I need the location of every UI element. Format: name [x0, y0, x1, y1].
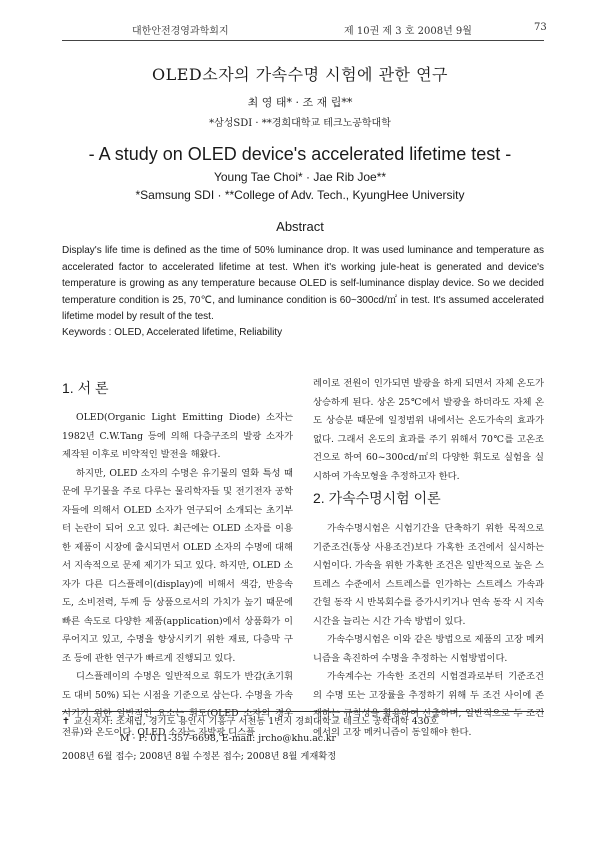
korean-title: OLED소자의 가속수명 시험에 관한 연구 — [152, 65, 448, 84]
korean-authors: 최 영 태* · 조 재 립** — [247, 96, 353, 109]
english-title: - A study on OLED device's accelerated lifetime test - — [88, 144, 512, 164]
right-column-section-2 — [313, 520, 544, 742]
footnote-contact: M · P: 011-357-6698, E-mail: jrcho@khu.ac.kr — [120, 733, 336, 744]
issue-info: 제 10권 제 3 호 2008년 9월 — [344, 26, 472, 37]
abstract-heading: Abstract — [276, 219, 324, 234]
footnote-address: 교신저자: 조재립, 경기도 용인시 기흥구 서천동 1번지 경희대학교 테크노 공학대학 430호 — [73, 716, 439, 727]
section-1-heading: 1. 서 론 — [62, 380, 109, 396]
korean-affiliation: *삼성SDI · **경희대학교 테크노공학대학 — [209, 118, 391, 129]
paragraph: OLED(Organic Light Emitting Diode) 소자는 1982년 C.W.Tang 등에 의해 다층구조의 발광 소자가 제작된 이후로 비약적인 발전을 해왔다. — [62, 412, 293, 460]
journal-name: 대한안전경영과학회지 — [132, 26, 229, 37]
page-number: 73 — [534, 22, 547, 33]
section-2-heading: 2. 가속수명시험 이론 — [313, 490, 441, 506]
left-column — [62, 409, 293, 742]
paragraph-continuation: 레이로 전원이 인가되면 발광을 하게 되면서 자체 온도가 상승하게 된다. 상온 25℃에서 발광을 하더라도 자체 온도 상승분 때문에 일정범위 내에서는 온도가속의 효과가 없다. 그래서 온도의 효과를 주기 위해서 70℃를 고온조건으로 하여 60~300cd/㎡의 다양한 휘도로 실험을 실시하여 가속모형을 추정하고자 한다. — [313, 378, 544, 482]
footnote-corresponding-author — [62, 713, 544, 730]
paragraph: 하지만, OLED 소자의 수명은 유기물의 열화 특성 때문에 무기물을 주로 다루는 물리학자들 및 전기전자 공학자들에 의해서 OLED 소자가 연구되어 소개되는 초기부터 논란이 되어 오고 있다. 최근에는 OLED 소자를 이용한 제품이 시장에 출시되면서 OLED 소자의 수명에 대해서 지속적으로 문제 제기가 되고 있다. 하지만, OLED 소자가 다른 디스플레이(display)에 비해서 색감, 반응속도, 소비전력, 두께 등 상품으로서의 가치가 높기 때문에 빠른 속도로 다양한 제품(application)에서 상품화가 이루어지고 있고, 수명을 향상시키기 위한 재료, 다층막 구조 등에 관한 연구가 빠르게 진행되고 있다. — [62, 467, 293, 664]
paragraph: 가속계수는 가속한 조건의 시험결과로부터 기준조건의 수명 또는 고장률을 추정하기 위해 두 조건 사이에 존재하는 규칙성을 활용하여 산출하며, 일반적으로 두 조건에서의 고장 메커니즘이 동일해야 한다. — [313, 671, 544, 738]
dagger-mark: ✝ — [62, 716, 70, 727]
keywords: Keywords : OLED, Accelerated lifetime, Reliability — [62, 327, 283, 338]
paragraph: 가속수명시험은 이와 같은 방법으로 제품의 고장 메커니즘을 촉진하여 수명을 추정하는 시험방법이다. — [313, 634, 544, 664]
paragraph: 디스플레이의 수명은 일반적으로 휘도가 반감(초기휘도 대비 50%) 되는 시점을 기준으로 삼는다. 수명을 가속시키기 위한 일반적인 요소는 휘도(OLED 소자의 경우 전류)와 온도이다. OLED 소자는 자발광 디스플 — [62, 671, 293, 738]
header-rule — [62, 40, 544, 41]
footnote-rule — [62, 711, 544, 712]
right-column — [313, 375, 544, 486]
english-authors: Young Tae Choi* · Jae Rib Joe** — [213, 170, 387, 184]
english-affiliation: *Samsung SDI · **College of Adv. Tech., KyungHee University — [135, 188, 465, 202]
abstract-body: Display's life time is defined as the time of 50% luminance drop. It was used luminance and temperature as accelerated factor to accelerated lifetime at test. When it's working jule-heat is generated and device's temperature is growing as any temperature because OLED is self-luminance display device. So we decided temperature condition is 25, 70℃, and luminance condition is 60~300cd/㎡ in test. It's assumed accelerated lifetime model by result of the test. — [62, 245, 544, 323]
paragraph: 가속수명시험은 시험기간을 단축하기 위한 목적으로 기준조건(통상 사용조건)보다 가혹한 조건에서 실시하는 시험이다. 가속을 위한 가혹한 조건은 일반적으로 높은 스트레스 수준에서 스트레스를 인가하는 스트레스 가속과 간헐 동작 시 반복회수를 증가시키거나 연속 동작 시 지속시간을 늘리는 시간 가속 방법이 있다. — [313, 523, 544, 627]
footnote-dates: 2008년 6월 접수; 2008년 8월 수정본 접수; 2008년 8월 게재확정 — [62, 751, 337, 762]
